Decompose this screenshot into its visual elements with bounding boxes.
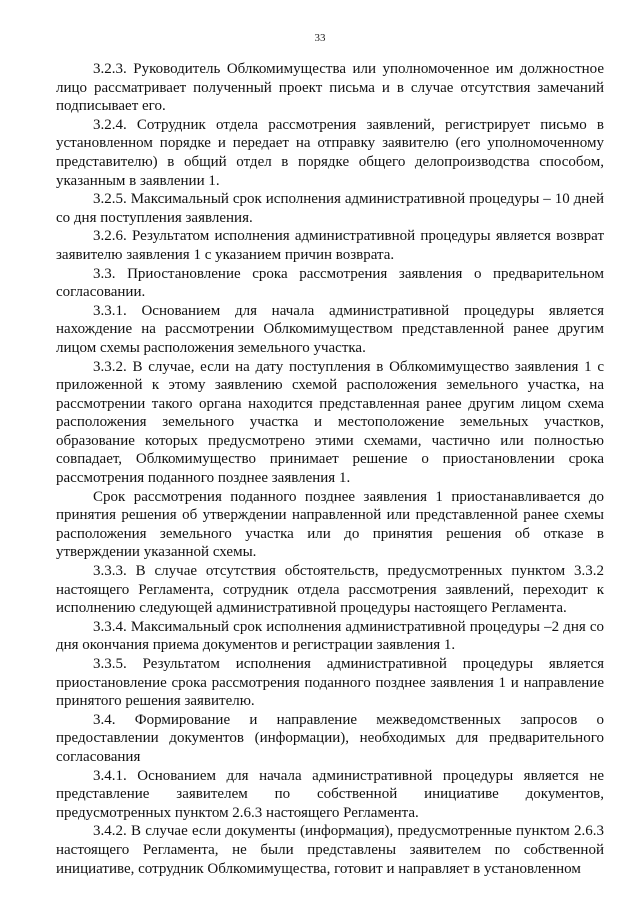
paragraph-3-2-4: 3.2.4. Сотрудник отдела рассмотрения заявлений, регистрирует письмо в установленном порядке и передает на отправку заявителю (его уполномоченному представителю) в общий отдел в порядке общего делопроизводства способом, указанным в заявлении 1. — [56, 116, 604, 189]
paragraph-3-2-3: 3.2.3. Руководитель Облкомимущества или уполномоченное им должностное лицо рассматривает полученный проект письма и в случае отсутствия замечаний подписывает его. — [56, 61, 604, 115]
paragraph-3-3-1: 3.3.1. Основанием для начала административной процедуры является нахождение на рассмотрении Облкомимуществом представленной ранее другим лицом схемы расположения земельного участка. — [56, 302, 604, 356]
paragraph-3-3-5: 3.3.5. Результатом исполнения административной процедуры является приостановление срока рассмотрения поданного позднее заявления 1 и направление принятого решения заявителю. — [56, 656, 604, 710]
paragraph-suspension-term: Срок рассмотрения поданного позднее заявления 1 приостанавливается до принятия решения об утверждении направленной или представленной ранее схемы расположения земельного участка или до принятия решения об отказе в утверждении указанной схемы. — [56, 488, 604, 561]
paragraph-3-4-1: 3.4.1. Основанием для начала административной процедуры является не представление заявителем по собственной инициативе документов, предусмотренных пунктом 2.6.3 настоящего Регламента. — [56, 767, 604, 821]
paragraph-3-3-2: 3.3.2. В случае, если на дату поступления в Облкомимущество заявления 1 с приложенной к этому заявлению схемой расположения земельного участка, на рассмотрении такого органа находится представленная ранее другим лицом схема расположения земельного участка и местоположение земельных участков, образование которых предусмотрено этими схемами, частично или полностью совпадает, Облкомимущество принимает решение о приостановлении срока рассмотрения поданного позднее заявления 1. — [56, 358, 604, 487]
section-heading-3-4: 3.4. Формирование и направление межведомственных запросов о предоставлении документов (информации), необходимых для предварительного согласования — [56, 711, 604, 765]
paragraph-3-2-6: 3.2.6. Результатом исполнения административной процедуры является возврат заявителю заявления 1 с указанием причин возврата. — [56, 228, 604, 263]
paragraph-3-3-3: 3.3.3. В случае отсутствия обстоятельств, предусмотренных пунктом 3.3.2 настоящего Регламента, сотрудник отдела рассмотрения заявлений, переходит к исполнению следующей административной процедуры настоящего Регламента. — [56, 563, 604, 617]
paragraph-3-4-2: 3.4.2. В случае если документы (информация), предусмотренные пунктом 2.6.3 настоящего Регламента, не были представлены заявителем по собственной инициативе, сотрудник Облкомимущества, готовит и направляет в установленном — [56, 823, 604, 877]
document-body — [56, 60, 604, 878]
paragraph-3-3-4: 3.3.4. Максимальный срок исполнения административной процедуры –2 дня со дня окончания приема документов и регистрации заявления 1. — [56, 618, 604, 654]
section-heading-3-3: 3.3. Приостановление срока рассмотрения заявления о предварительном согласовании. — [56, 265, 604, 301]
page-number: 33 — [314, 32, 326, 44]
paragraph-3-2-5: 3.2.5. Максимальный срок исполнения административной процедуры – 10 дней со дня поступления заявления. — [56, 191, 604, 226]
